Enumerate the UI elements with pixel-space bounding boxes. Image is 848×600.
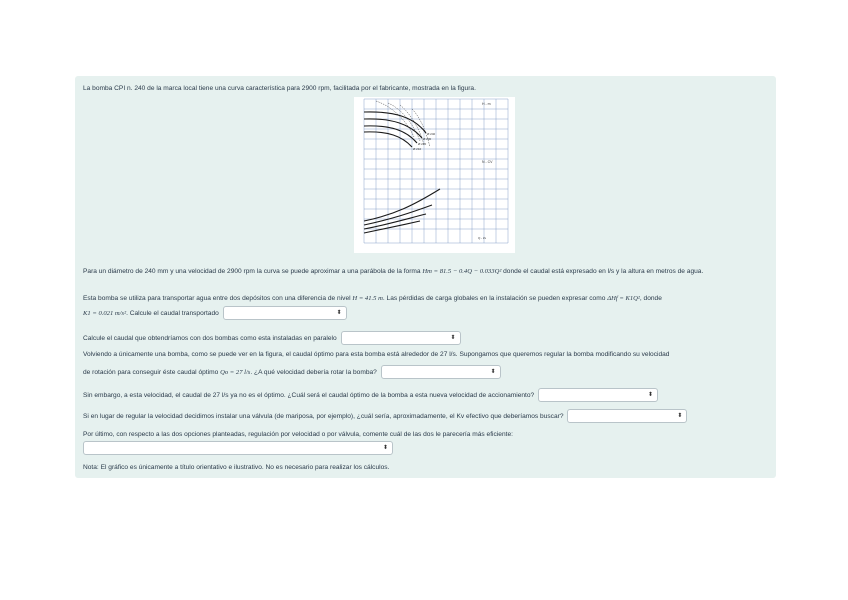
- dropdown-arrow-icon: ⬍: [648, 392, 654, 398]
- paragraph-installation: Esta bomba se utiliza para transportar agua entre dos depósitos con una diferencia de nivel H = 41.5 m. Las pérdidas de carga globales en la instalación se pueden expresar como ΔHf = K1Q², donde: [83, 295, 662, 302]
- efficiency-dropdown-row: [83, 441, 766, 455]
- speed-dropdown[interactable]: [381, 365, 501, 379]
- optimal-flow: Qo = 27 l/s: [220, 368, 251, 376]
- paragraph-parallel: Calcule el caudal que obtendríamos con dos bombas como esta instaladas en paralelo ⬍: [83, 331, 766, 345]
- intro-text: La bomba CPI n. 240 de la marca local tiene una curva característica para 2900 rpm, facilitada por el fabricante, mostrada en la figura.: [83, 85, 476, 92]
- dropdown-arrow-icon: ⬍: [677, 413, 683, 419]
- paragraph-valve: Si en lugar de regular la velocidad decidimos instalar una válvula (de mariposa, por ejemplo), ¿cuál sería, aproximadamente, el Kv efectivo que deberíamos buscar? ⬍: [83, 409, 766, 423]
- pump-curve-figure: [354, 97, 515, 253]
- new-optimum-dropdown[interactable]: [538, 388, 658, 402]
- level-difference: H = 41.5 m: [352, 295, 383, 302]
- pump-curve-chart: [354, 97, 515, 253]
- kv-dropdown[interactable]: [567, 409, 687, 423]
- parallel-flow-dropdown[interactable]: [341, 331, 461, 345]
- flow-axis-label: Q - l/s: [478, 236, 486, 240]
- dropdown-arrow-icon: ⬍: [450, 335, 456, 341]
- paragraph-new-optimum: Sin embargo, a esta velocidad, el caudal de 27 l/s ya no es el óptimo. ¿Cuál será el caudal óptimo de la bomba a esta nueva velocidad de accionamiento? ⬍: [83, 388, 766, 402]
- dropdown-arrow-icon: ⬍: [490, 369, 496, 375]
- loss-coefficient: K1 = 0.021 m/s²: [83, 309, 127, 317]
- dropdown-arrow-icon: ⬍: [336, 310, 342, 316]
- head-axis-label: H - m: [482, 102, 491, 106]
- diameter-label-210: Ø 210: [413, 147, 422, 151]
- efficiency-dropdown[interactable]: [83, 441, 393, 455]
- paragraph-optimal-flow: Volviendo a únicamente una bomba, como se puede ver en la figura, el caudal óptimo para esta bomba está alrededor de 27 l/s. Supongamos que queremos regular la bomba modificando su velocidad: [83, 351, 670, 358]
- power-curve-240: [364, 189, 440, 221]
- curve-formula: Hm = 81.5 − 0.4Q − 0.033Q²: [422, 268, 502, 275]
- flow-answer-dropdown[interactable]: [223, 306, 347, 320]
- diameter-label-220: Ø 220: [418, 142, 427, 146]
- paragraph-installation-2: K1 = 0.021 m/s². Calcule el caudal transportado ⬍: [83, 306, 766, 320]
- power-axis-label: N - CV: [482, 160, 493, 164]
- diameter-label-240: Ø 240: [427, 132, 436, 136]
- dropdown-arrow-icon: ⬍: [382, 445, 388, 451]
- diameter-label-230: Ø 230: [423, 137, 432, 141]
- paragraph-curve: Para un diámetro de 240 mm y una velocidad de 2900 rpm la curva se puede aproximar a una parábola de la forma Hm = 81.5 − 0.4Q − 0.033Q² donde el caudal está expresado en l/s y la altura en metros de agua.: [83, 268, 704, 275]
- question-panel: [75, 76, 776, 478]
- loss-formula: ΔHf = K1Q²: [607, 295, 640, 302]
- paragraph-speed: de rotación para conseguir éste caudal óptimo Qo = 27 l/s. ¿A qué velocidad debería rotar la bomba? ⬍: [83, 365, 766, 379]
- paragraph-efficiency: Por último, con respecto a las dos opciones planteadas, regulación por velocidad o por válvula, comente cuál de las dos le parecería más eficiente:: [83, 431, 513, 438]
- note-text: Nota: El gráfico es únicamente a título orientativo e ilustrativo. No es necesario para realizar los cálculos.: [83, 464, 390, 471]
